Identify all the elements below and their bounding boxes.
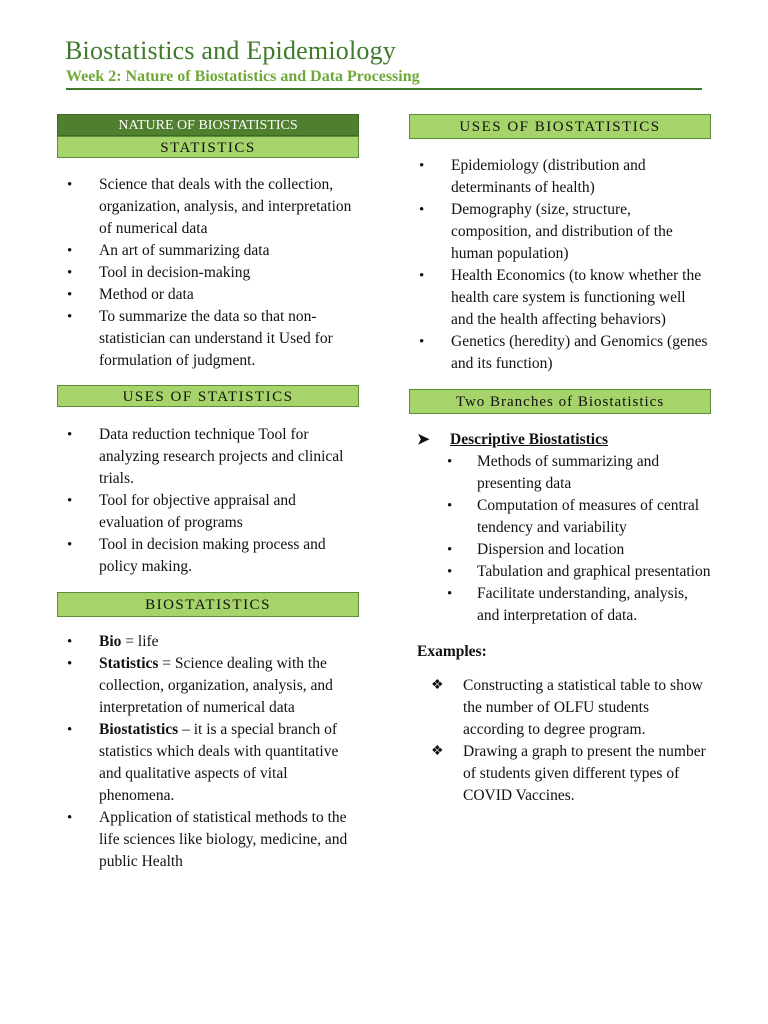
list-item: • To summarize the data so that non-statistician can understand it Used for formulation of judgment. — [57, 306, 359, 372]
example-text: Drawing a graph to present the number of students given different types of COVID Vaccines. — [463, 743, 706, 804]
biostatistics-list — [57, 631, 359, 873]
definition-text: Application of statistical methods to the life sciences like biology, medicine, and public Health — [99, 809, 348, 870]
list-item: • Demography (size, structure, composition, and distribution of the human population) — [409, 199, 711, 265]
example-text: Constructing a statistical table to show the number of OLFU students according to degree program. — [463, 677, 703, 738]
document-title: Biostatistics and Epidemiology — [65, 36, 396, 65]
list-item: • Tool for objective appraisal and evaluation of programs — [57, 490, 359, 534]
list-item: • Method or data — [57, 284, 359, 306]
list-item: • Computation of measures of central tendency and variability — [409, 495, 711, 539]
term-statistics: Statistics — [99, 655, 159, 672]
descriptive-biostatistics-heading — [409, 429, 711, 451]
statistics-list — [57, 174, 359, 372]
list-item: • An art of summarizing data — [57, 240, 359, 262]
uses-of-statistics-header: USES OF STATISTICS — [57, 385, 359, 407]
list-item — [57, 719, 359, 807]
descriptive-list — [409, 451, 711, 627]
list-item: • Methods of summarizing and presenting data — [409, 451, 711, 495]
definition-text: = life — [121, 633, 159, 650]
nature-of-biostatistics-header: NATURE OF BIOSTATISTICS — [57, 114, 359, 136]
uses-of-biostatistics-list — [409, 155, 711, 375]
descriptive-label: Descriptive Biostatistics — [450, 431, 608, 448]
list-item: • Health Economics (to know whether the health care system is functioning well and the health affecting behaviors) — [409, 265, 711, 331]
list-item: • Tool in decision making process and policy making. — [57, 534, 359, 578]
term-bio: Bio — [99, 633, 122, 650]
arrow-bullet-icon: ➤ — [417, 432, 430, 448]
left-column — [57, 114, 359, 873]
list-item: • Science that deals with the collection, organization, analysis, and interpretation of numerical data — [57, 174, 359, 240]
uses-of-biostatistics-header: USES OF BIOSTATISTICS — [409, 114, 711, 139]
list-item: • Tool in decision-making — [57, 262, 359, 284]
biostatistics-header: BIOSTATISTICS — [57, 592, 359, 617]
term-biostatistics: Biostatistics — [99, 721, 179, 738]
list-item: • Dispersion and location — [409, 539, 711, 561]
list-item: • Tabulation and graphical presentation — [409, 561, 711, 583]
list-item — [57, 631, 359, 653]
list-item: • Facilitate understanding, analysis, and interpretation of data. — [409, 583, 711, 627]
list-item: • Data reduction technique Tool for analyzing research projects and clinical trials. — [57, 424, 359, 490]
uses-of-statistics-list — [57, 424, 359, 578]
diamond-bullet-icon: ❖ — [431, 744, 444, 759]
list-item — [409, 741, 711, 807]
diamond-bullet-icon: ❖ — [431, 678, 444, 693]
list-item — [57, 653, 359, 719]
document-subtitle: Week 2: Nature of Biostatistics and Data Processing — [66, 68, 702, 90]
two-branches-header: Two Branches of Biostatistics — [409, 389, 711, 414]
list-item: • Epidemiology (distribution and determinants of health) — [409, 155, 711, 199]
list-item — [57, 807, 359, 873]
examples-list — [409, 675, 711, 807]
definition-text: – it is a special branch of statistics which deals with quantitative and qualitative aspects of vital phenomena. — [99, 721, 339, 804]
examples-label: Examples: — [417, 643, 487, 660]
definition-text: = Science dealing with the collection, organization, analysis, and interpretation of numerical data — [99, 655, 333, 716]
list-item — [409, 675, 711, 741]
right-column — [409, 114, 711, 807]
list-item: • Genetics (heredity) and Genomics (genes and its function) — [409, 331, 711, 375]
statistics-header: STATISTICS — [57, 136, 359, 158]
